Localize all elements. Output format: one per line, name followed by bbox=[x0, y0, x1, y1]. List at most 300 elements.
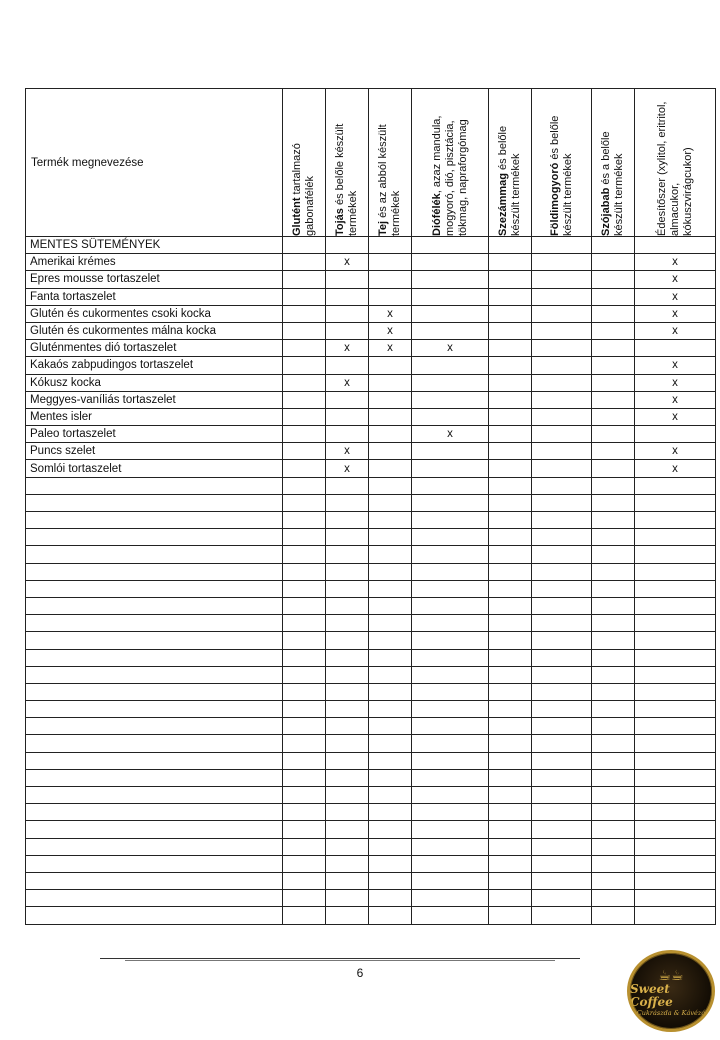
empty-cell bbox=[326, 322, 369, 339]
empty-row bbox=[26, 804, 716, 821]
empty-cell bbox=[26, 477, 283, 494]
allergen-mark: x bbox=[326, 443, 369, 460]
empty-cell bbox=[369, 821, 412, 838]
empty-cell bbox=[532, 855, 592, 872]
section-title: MENTES SÜTEMÉNYEK bbox=[26, 237, 283, 254]
empty-cell bbox=[489, 907, 532, 924]
empty-cell bbox=[532, 494, 592, 511]
empty-cell bbox=[326, 735, 369, 752]
empty-cell bbox=[283, 615, 326, 632]
empty-cell bbox=[635, 787, 716, 804]
empty-cell bbox=[489, 838, 532, 855]
product-name: Glutén és cukormentes csoki kocka bbox=[26, 305, 283, 322]
allergen-table bbox=[25, 88, 716, 925]
empty-cell bbox=[532, 615, 592, 632]
section-row bbox=[26, 237, 716, 254]
empty-cell bbox=[532, 632, 592, 649]
empty-cell bbox=[532, 357, 592, 374]
empty-cell bbox=[283, 821, 326, 838]
empty-cell bbox=[412, 838, 489, 855]
empty-cell bbox=[412, 529, 489, 546]
empty-cell bbox=[592, 821, 635, 838]
empty-cell bbox=[412, 804, 489, 821]
empty-cell bbox=[489, 460, 532, 477]
empty-cell bbox=[26, 701, 283, 718]
empty-cell bbox=[592, 426, 635, 443]
empty-cell bbox=[26, 649, 283, 666]
empty-cell bbox=[369, 769, 412, 786]
empty-cell bbox=[369, 391, 412, 408]
empty-cell bbox=[635, 804, 716, 821]
empty-cell bbox=[592, 374, 635, 391]
empty-cell bbox=[326, 838, 369, 855]
empty-cell bbox=[369, 254, 412, 271]
empty-cell bbox=[592, 340, 635, 357]
empty-cell bbox=[532, 890, 592, 907]
empty-cell bbox=[326, 512, 369, 529]
allergen-column-header: Diófélék, azaz mandula, mogyoró, dió, pisztácia, tökmag, napraforgómag bbox=[412, 89, 489, 237]
empty-cell bbox=[532, 408, 592, 425]
empty-cell bbox=[592, 477, 635, 494]
empty-cell bbox=[283, 426, 326, 443]
empty-cell bbox=[489, 374, 532, 391]
product-name: Meggyes-vaníliás tortaszelet bbox=[26, 391, 283, 408]
empty-cell bbox=[369, 529, 412, 546]
empty-cell bbox=[635, 649, 716, 666]
empty-cell bbox=[635, 580, 716, 597]
table-row bbox=[26, 322, 716, 339]
empty-cell bbox=[489, 718, 532, 735]
empty-cell bbox=[369, 735, 412, 752]
empty-cell bbox=[283, 322, 326, 339]
allergen-mark: x bbox=[635, 374, 716, 391]
empty-cell bbox=[369, 443, 412, 460]
empty-cell bbox=[369, 546, 412, 563]
empty-row bbox=[26, 838, 716, 855]
empty-cell bbox=[592, 529, 635, 546]
empty-cell bbox=[369, 426, 412, 443]
empty-cell bbox=[369, 494, 412, 511]
empty-cell bbox=[635, 340, 716, 357]
table-row bbox=[26, 271, 716, 288]
empty-cell bbox=[489, 494, 532, 511]
empty-cell bbox=[369, 683, 412, 700]
empty-cell bbox=[592, 683, 635, 700]
empty-cell bbox=[635, 546, 716, 563]
allergen-mark: x bbox=[635, 408, 716, 425]
empty-cell bbox=[489, 529, 532, 546]
empty-cell bbox=[489, 597, 532, 614]
empty-cell bbox=[592, 443, 635, 460]
empty-cell bbox=[489, 288, 532, 305]
empty-cell bbox=[489, 254, 532, 271]
empty-cell bbox=[532, 237, 592, 254]
empty-cell bbox=[635, 615, 716, 632]
product-name: Fanta tortaszelet bbox=[26, 288, 283, 305]
empty-cell bbox=[26, 855, 283, 872]
empty-cell bbox=[592, 907, 635, 924]
empty-cell bbox=[489, 872, 532, 889]
empty-cell bbox=[326, 787, 369, 804]
empty-cell bbox=[489, 666, 532, 683]
empty-cell bbox=[326, 649, 369, 666]
empty-cell bbox=[489, 426, 532, 443]
empty-cell bbox=[592, 649, 635, 666]
footer-divider-secondary bbox=[125, 960, 555, 961]
empty-cell bbox=[283, 804, 326, 821]
empty-cell bbox=[412, 305, 489, 322]
empty-cell bbox=[532, 374, 592, 391]
empty-cell bbox=[369, 460, 412, 477]
page-number: 6 bbox=[356, 966, 364, 980]
empty-cell bbox=[326, 752, 369, 769]
empty-cell bbox=[283, 580, 326, 597]
allergen-mark: x bbox=[326, 254, 369, 271]
empty-cell bbox=[412, 666, 489, 683]
product-name: Somlói tortaszelet bbox=[26, 460, 283, 477]
empty-row bbox=[26, 563, 716, 580]
empty-cell bbox=[489, 804, 532, 821]
empty-cell bbox=[369, 838, 412, 855]
empty-row bbox=[26, 477, 716, 494]
empty-cell bbox=[26, 907, 283, 924]
empty-row bbox=[26, 649, 716, 666]
empty-row bbox=[26, 546, 716, 563]
allergen-mark: x bbox=[326, 374, 369, 391]
empty-cell bbox=[592, 632, 635, 649]
empty-cell bbox=[489, 683, 532, 700]
empty-cell bbox=[369, 701, 412, 718]
empty-cell bbox=[592, 718, 635, 735]
empty-cell bbox=[592, 546, 635, 563]
empty-cell bbox=[635, 597, 716, 614]
empty-row bbox=[26, 683, 716, 700]
empty-cell bbox=[412, 752, 489, 769]
table-row bbox=[26, 305, 716, 322]
empty-cell bbox=[489, 821, 532, 838]
empty-cell bbox=[26, 494, 283, 511]
footer-divider bbox=[100, 958, 580, 959]
empty-cell bbox=[532, 580, 592, 597]
allergen-column-header: Tej és az abból készült termékek bbox=[369, 89, 412, 237]
empty-cell bbox=[283, 907, 326, 924]
product-name: Gluténmentes dió tortaszelet bbox=[26, 340, 283, 357]
table-row bbox=[26, 391, 716, 408]
empty-cell bbox=[592, 735, 635, 752]
empty-row bbox=[26, 735, 716, 752]
empty-cell bbox=[326, 597, 369, 614]
empty-cell bbox=[26, 512, 283, 529]
empty-cell bbox=[592, 408, 635, 425]
empty-cell bbox=[283, 649, 326, 666]
empty-cell bbox=[26, 718, 283, 735]
empty-cell bbox=[26, 752, 283, 769]
empty-cell bbox=[635, 907, 716, 924]
empty-cell bbox=[532, 838, 592, 855]
empty-cell bbox=[283, 271, 326, 288]
empty-cell bbox=[635, 769, 716, 786]
empty-cell bbox=[532, 512, 592, 529]
empty-cell bbox=[592, 494, 635, 511]
empty-cell bbox=[26, 580, 283, 597]
empty-cell bbox=[283, 597, 326, 614]
empty-cell bbox=[592, 872, 635, 889]
empty-cell bbox=[489, 271, 532, 288]
empty-cell bbox=[532, 460, 592, 477]
empty-cell bbox=[592, 597, 635, 614]
empty-cell bbox=[592, 701, 635, 718]
empty-cell bbox=[412, 271, 489, 288]
empty-row bbox=[26, 632, 716, 649]
empty-cell bbox=[635, 838, 716, 855]
empty-cell bbox=[489, 701, 532, 718]
empty-cell bbox=[26, 821, 283, 838]
empty-cell bbox=[283, 237, 326, 254]
empty-cell bbox=[326, 632, 369, 649]
empty-cell bbox=[635, 872, 716, 889]
empty-cell bbox=[326, 855, 369, 872]
allergen-mark: x bbox=[369, 322, 412, 339]
empty-cell bbox=[412, 787, 489, 804]
empty-cell bbox=[326, 580, 369, 597]
empty-cell bbox=[532, 597, 592, 614]
empty-row bbox=[26, 580, 716, 597]
empty-cell bbox=[592, 580, 635, 597]
empty-cell bbox=[326, 666, 369, 683]
empty-cell bbox=[532, 666, 592, 683]
allergen-mark: x bbox=[635, 322, 716, 339]
empty-cell bbox=[283, 735, 326, 752]
empty-cell bbox=[412, 494, 489, 511]
allergen-column-header: Tojás és belőle készült termékek bbox=[326, 89, 369, 237]
empty-cell bbox=[489, 408, 532, 425]
empty-cell bbox=[489, 769, 532, 786]
empty-cell bbox=[283, 787, 326, 804]
product-name: Kakaós zabpudingos tortaszelet bbox=[26, 357, 283, 374]
empty-cell bbox=[26, 683, 283, 700]
empty-cell bbox=[283, 374, 326, 391]
empty-cell bbox=[635, 718, 716, 735]
empty-cell bbox=[489, 580, 532, 597]
empty-cell bbox=[635, 426, 716, 443]
empty-cell bbox=[489, 237, 532, 254]
empty-cell bbox=[532, 305, 592, 322]
empty-row bbox=[26, 787, 716, 804]
empty-cell bbox=[369, 357, 412, 374]
empty-cell bbox=[635, 855, 716, 872]
empty-cell bbox=[489, 546, 532, 563]
empty-cell bbox=[412, 391, 489, 408]
empty-cell bbox=[283, 769, 326, 786]
empty-cell bbox=[412, 563, 489, 580]
product-name: Puncs szelet bbox=[26, 443, 283, 460]
empty-cell bbox=[326, 563, 369, 580]
empty-cell bbox=[532, 477, 592, 494]
empty-row bbox=[26, 821, 716, 838]
empty-cell bbox=[592, 512, 635, 529]
empty-cell bbox=[532, 787, 592, 804]
empty-cell bbox=[369, 597, 412, 614]
empty-cell bbox=[489, 563, 532, 580]
empty-cell bbox=[369, 666, 412, 683]
empty-cell bbox=[26, 615, 283, 632]
empty-cell bbox=[592, 288, 635, 305]
empty-cell bbox=[283, 529, 326, 546]
empty-cell bbox=[532, 752, 592, 769]
empty-cell bbox=[412, 718, 489, 735]
allergen-mark: x bbox=[635, 391, 716, 408]
empty-cell bbox=[489, 615, 532, 632]
product-name: Amerikai krémes bbox=[26, 254, 283, 271]
empty-cell bbox=[532, 288, 592, 305]
empty-row bbox=[26, 666, 716, 683]
empty-cell bbox=[26, 804, 283, 821]
empty-cell bbox=[369, 718, 412, 735]
empty-cell bbox=[592, 855, 635, 872]
empty-cell bbox=[369, 237, 412, 254]
table-row bbox=[26, 357, 716, 374]
allergen-mark: x bbox=[635, 271, 716, 288]
empty-cell bbox=[326, 769, 369, 786]
empty-cell bbox=[326, 305, 369, 322]
empty-cell bbox=[532, 804, 592, 821]
empty-cell bbox=[592, 752, 635, 769]
empty-cell bbox=[635, 477, 716, 494]
empty-row bbox=[26, 907, 716, 924]
empty-cell bbox=[412, 288, 489, 305]
empty-cell bbox=[326, 718, 369, 735]
empty-cell bbox=[592, 769, 635, 786]
empty-cell bbox=[369, 512, 412, 529]
empty-cell bbox=[326, 890, 369, 907]
product-name: Glutén és cukormentes málna kocka bbox=[26, 322, 283, 339]
empty-cell bbox=[532, 443, 592, 460]
empty-row bbox=[26, 512, 716, 529]
empty-cell bbox=[489, 340, 532, 357]
empty-cell bbox=[412, 855, 489, 872]
empty-cell bbox=[326, 271, 369, 288]
empty-row bbox=[26, 529, 716, 546]
empty-cell bbox=[532, 718, 592, 735]
empty-cell bbox=[489, 649, 532, 666]
logo-brand: Sweet Coffee bbox=[630, 981, 673, 1009]
empty-cell bbox=[532, 340, 592, 357]
empty-cell bbox=[26, 787, 283, 804]
empty-cell bbox=[369, 872, 412, 889]
empty-cell bbox=[635, 237, 716, 254]
empty-cell bbox=[412, 701, 489, 718]
empty-cell bbox=[635, 512, 716, 529]
empty-cell bbox=[283, 838, 326, 855]
table-row bbox=[26, 374, 716, 391]
empty-cell bbox=[412, 580, 489, 597]
empty-cell bbox=[489, 305, 532, 322]
empty-cell bbox=[326, 391, 369, 408]
product-name: Paleo tortaszelet bbox=[26, 426, 283, 443]
empty-cell bbox=[635, 494, 716, 511]
allergen-column-header: Glutént tartalmazó gabonafélék bbox=[283, 89, 326, 237]
empty-cell bbox=[26, 632, 283, 649]
empty-cell bbox=[26, 597, 283, 614]
empty-cell bbox=[369, 890, 412, 907]
empty-cell bbox=[532, 872, 592, 889]
empty-cell bbox=[592, 271, 635, 288]
empty-cell bbox=[592, 357, 635, 374]
empty-cell bbox=[369, 649, 412, 666]
empty-cell bbox=[532, 426, 592, 443]
empty-cell bbox=[592, 305, 635, 322]
empty-cell bbox=[532, 391, 592, 408]
empty-cell bbox=[489, 752, 532, 769]
empty-cell bbox=[283, 632, 326, 649]
empty-cell bbox=[26, 735, 283, 752]
allergen-mark: x bbox=[412, 426, 489, 443]
empty-cell bbox=[26, 769, 283, 786]
empty-cell bbox=[369, 408, 412, 425]
empty-cell bbox=[532, 769, 592, 786]
empty-cell bbox=[412, 443, 489, 460]
empty-cell bbox=[412, 546, 489, 563]
empty-cell bbox=[412, 735, 489, 752]
empty-row bbox=[26, 718, 716, 735]
empty-cell bbox=[635, 632, 716, 649]
empty-cell bbox=[412, 821, 489, 838]
empty-cell bbox=[532, 821, 592, 838]
empty-cell bbox=[283, 254, 326, 271]
empty-cell bbox=[592, 563, 635, 580]
empty-cell bbox=[283, 477, 326, 494]
empty-cell bbox=[283, 340, 326, 357]
allergen-mark: x bbox=[635, 357, 716, 374]
empty-cell bbox=[412, 649, 489, 666]
empty-cell bbox=[326, 288, 369, 305]
empty-cell bbox=[592, 237, 635, 254]
empty-row bbox=[26, 494, 716, 511]
empty-cell bbox=[412, 512, 489, 529]
empty-cell bbox=[326, 237, 369, 254]
empty-cell bbox=[283, 443, 326, 460]
table-header-row bbox=[26, 89, 716, 237]
empty-cell bbox=[369, 632, 412, 649]
empty-cell bbox=[412, 597, 489, 614]
empty-cell bbox=[635, 752, 716, 769]
empty-cell bbox=[326, 683, 369, 700]
empty-cell bbox=[532, 683, 592, 700]
empty-cell bbox=[635, 735, 716, 752]
empty-cell bbox=[592, 890, 635, 907]
empty-cell bbox=[412, 872, 489, 889]
empty-cell bbox=[592, 460, 635, 477]
empty-cell bbox=[532, 546, 592, 563]
empty-cell bbox=[592, 804, 635, 821]
empty-cell bbox=[635, 890, 716, 907]
empty-cell bbox=[489, 512, 532, 529]
empty-cell bbox=[283, 494, 326, 511]
empty-row bbox=[26, 890, 716, 907]
empty-cell bbox=[369, 580, 412, 597]
empty-cell bbox=[283, 563, 326, 580]
empty-cell bbox=[283, 872, 326, 889]
empty-cell bbox=[592, 391, 635, 408]
empty-cell bbox=[283, 460, 326, 477]
empty-row bbox=[26, 872, 716, 889]
empty-cell bbox=[283, 391, 326, 408]
empty-cell bbox=[592, 254, 635, 271]
allergen-mark: x bbox=[635, 288, 716, 305]
empty-cell bbox=[326, 615, 369, 632]
allergen-mark: x bbox=[369, 305, 412, 322]
empty-cell bbox=[532, 701, 592, 718]
